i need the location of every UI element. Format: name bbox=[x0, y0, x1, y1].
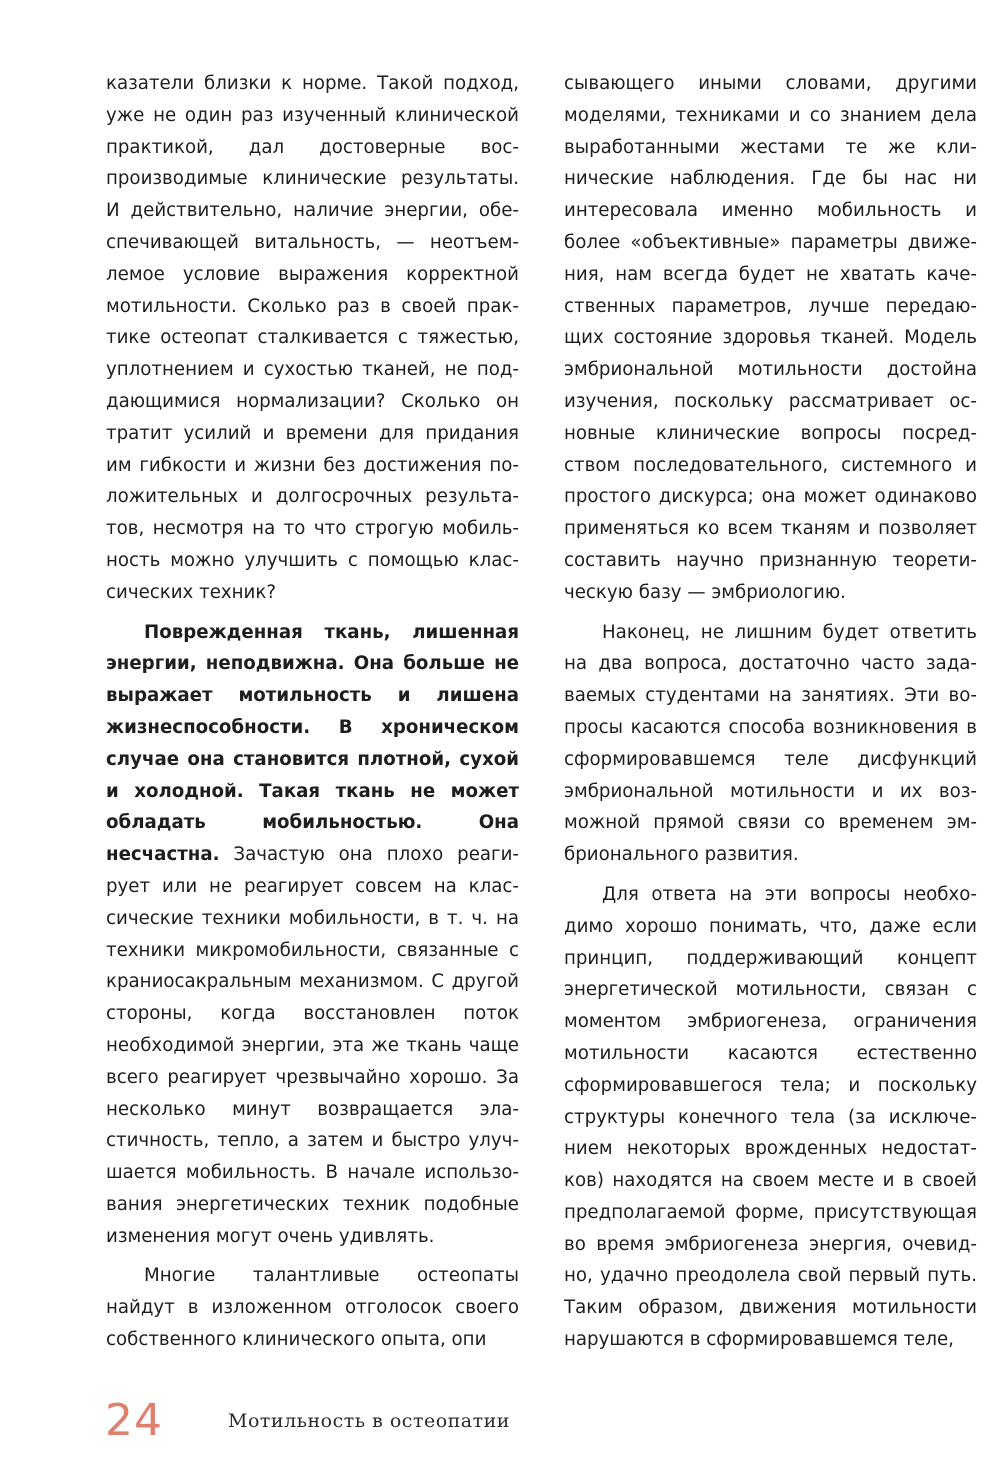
left-paragraph-2-rest: Зачастую она плохо реагирует или не реагирует совсем на классические техники мобильности, в т. ч. на техники микромобильности, связанные с краниосакральным механизмом. С другой стороны, когда восстановлен поток необходимой энергии, эта же ткань чаще всего реагирует чрезвычайно хорошо. За несколько минут возвращается эластичность, тепло, а затем и быстро улучшается мобильность. В начале использования энергетических техник подобные изменения могут очень удивлять. bbox=[106, 844, 519, 1247]
left-paragraph-2 bbox=[106, 617, 519, 1253]
right-paragraph-1: сывающего иными словами, другими моделями, техниками и со знанием дела выработанными жестами те же клинические наблюдения. Где бы нас ни интересовала именно мобильность и более «объективные» параметры движения, нам всегда будет не хватать качественных параметров, лучше передающих состояние здоровья тканей. Модель эмбриональной мотильности достойна изучения, поскольку рассматривает основные клинические вопросы посредством последовательного, системного и простого дискурса; она может одинаково применяться ко всем тканям и позволяет составить научно признанную теоретическую базу — эмбриологию. bbox=[564, 73, 977, 603]
left-paragraph-3: Многие талантливые остеопаты найдут в изложенном отголосок своего собственного клинического опыта, опи bbox=[106, 1265, 519, 1351]
right-paragraph-3: Для ответа на эти вопросы необходимо хорошо понимать, что, даже если принцип, поддерживающий концепт энергетической мотильности, связан с моментом эмбриогенеза, ограничения мотильности касаются естественно сформировавшегося тела; и поскольку структуры конечного тела (за исключением некоторых врожденных недостатков) находятся на своем месте и в своей предполагаемой форме, присутствующая во время эмбриогенеза энергия, очевидно, удачно преодолела свой первый путь. Таким образом, движения мотильности нарушаются в сформировавшемся теле, bbox=[564, 883, 977, 1351]
right-column bbox=[564, 68, 977, 1356]
left-paragraph-2-bold: Поврежденная ткань, лишенная энергии, неподвижна. Она больше не выражает мотильность и лишена жизнеспособности. В хроническом случае она становится плотной, сухой и холодной. Такая ткань не может обладать мобильностью. Она несчастна. bbox=[106, 621, 519, 866]
right-paragraph-2: Наконец, не лишним будет ответить на два вопроса, достаточно часто задаваемых студентами на занятиях. Эти вопросы касаются способа возникновения в сформировавшемся теле дисфункций эмбриональной мотильности и их возможной прямой связи со временем эмбрионального развития. bbox=[564, 621, 977, 866]
page-number: 24 bbox=[105, 1395, 163, 1446]
running-footer-title: Мотильность в остеопатии bbox=[228, 1410, 510, 1432]
left-column bbox=[106, 68, 519, 1356]
left-paragraph-1: казатели близки к норме. Такой подход, уже не один раз изученный клинической практикой, дал достоверные воспроизводимые клинические результаты. И действительно, наличие энергии, обеспечивающей витальность, — неотъемлемое условие выражения корректной мотильности. Сколько раз в своей практике остеопат сталкивается с тяжестью, уплотнением и сухостью тканей, не поддающимися нормализации? Сколько он тратит усилий и времени для придания им гибкости и жизни без достижения положительных и долгосрочных результатов, несмотря на то что строгую мобильность можно улучшить с помощью классических техник? bbox=[106, 73, 519, 603]
